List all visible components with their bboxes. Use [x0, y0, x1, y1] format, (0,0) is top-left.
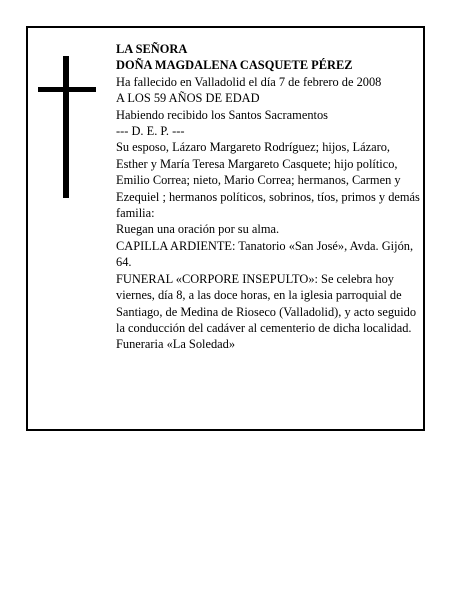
- obituary-text: [116, 41, 422, 353]
- death-info: Ha fallecido en Valladolid el día 7 de febrero de 2008: [116, 74, 382, 89]
- age-line: A LOS 59 AÑOS DE EDAD: [116, 91, 260, 106]
- rip-line: --- D. E. P. ---: [116, 124, 185, 139]
- sacraments-line: Habiendo recibido los Santos Sacramentos: [116, 107, 328, 122]
- obituary-notice: [26, 26, 425, 431]
- family-paragraph: Su esposo, Lázaro Margareto Rodríguez; hijos, Lázaro, Esther y María Teresa Margareto Casquete; hijo político, Emilio Correa; nieto, Mario Correa; hermanos, Carmen y Ezequiel ; hermanos políticos, sobrinos, tíos, primos y demás familia:: [116, 140, 420, 221]
- prayer-line: Ruegan una oración por su alma.: [116, 222, 280, 237]
- funeral-paragraph: FUNERAL «CORPORE INSEPULTO»: Se celebra hoy viernes, día 8, a las doce horas, en la iglesia parroquial de Santiago, de Medina de Rioseco (Valladolid), y acto seguido la conducción del cadáver al cementerio de dicha localidad.: [116, 271, 417, 335]
- header-line-1: LA SEÑORA: [116, 42, 188, 56]
- funeral-home-line: Funeraria «La Soledad»: [116, 337, 236, 352]
- cross-icon: [38, 56, 96, 198]
- chapel-line: CAPILLA ARDIENTE: Tanatorio «San José», Avda. Gijón, 64.: [116, 238, 414, 270]
- deceased-name: DOÑA MAGDALENA CASQUETE PÉREZ: [116, 58, 353, 73]
